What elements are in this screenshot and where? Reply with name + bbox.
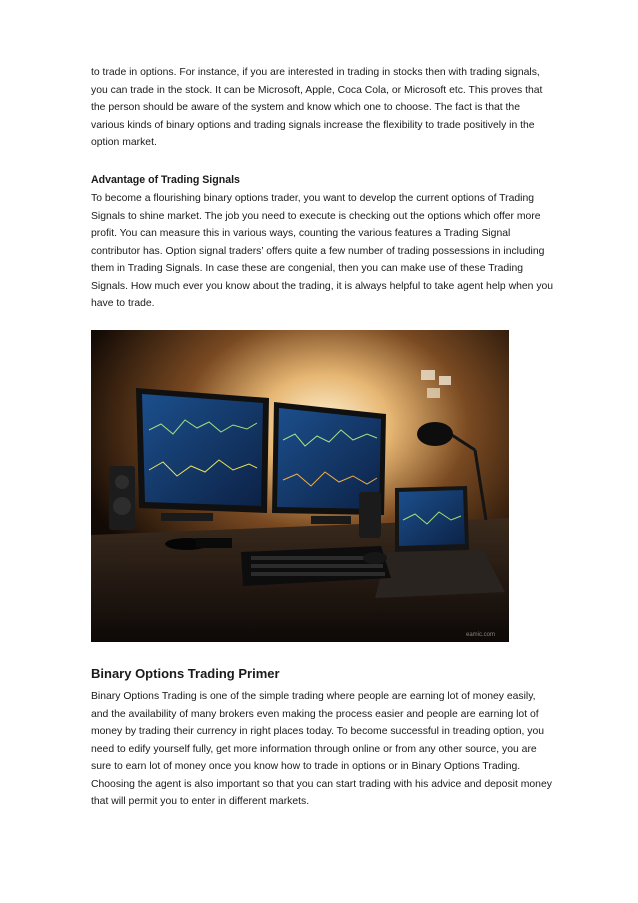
text-line: To become a flourishing binary options trader, you want to develop the current options of Trading	[91, 193, 535, 204]
text-line: contributor has. Option signal traders’ offers quite a few number of trading possessions in including	[91, 245, 545, 257]
text-line: Binary Options Trading is one of the simple trading where people are earning lot of money easily,	[91, 691, 536, 702]
monitor-left	[136, 388, 269, 521]
text-line: to trade in options. For instance, if you are interested in trading in stocks then with trading signals,	[91, 67, 540, 78]
text-line: Choosing the agent is also important so that you can start trading with his advice and deposit money	[91, 778, 552, 790]
text-line: need to edify yourself fully, get more information through online or from any other source, you are	[91, 743, 537, 755]
text-line: you can trade in the stock. It can be Microsoft, Apple, Coca Cola, or Microsoft etc. This proves that	[91, 84, 543, 96]
advantage-paragraph	[91, 190, 599, 313]
text-line: Signals to shine market. The job you need to execute is checking out the options which offer more	[91, 210, 541, 222]
text-line: have to trade.	[91, 298, 155, 309]
text-line: the person should be aware of the system and know which one to choose. The fact is that the	[91, 102, 520, 113]
text-line: and the availability of many brokers even making the process easier and people are earning lot of	[91, 708, 539, 720]
text-line: money by trading their currency in right places today. To become successful in treading option, you	[91, 726, 545, 737]
primer-paragraph	[91, 688, 599, 811]
text-line: that will permit you to enter in different markets.	[91, 796, 310, 807]
advantage-heading: Advantage of Trading Signals	[91, 174, 240, 186]
text-line: profit. You can measure this in various ways, counting the various features a Trading Signal	[91, 228, 511, 239]
text-line: option market.	[91, 137, 157, 148]
intro-paragraph	[91, 64, 599, 152]
text-line: various kinds of binary options and trading signals increase the flexibility to trade positively in the	[91, 119, 535, 131]
primer-heading: Binary Options Trading Primer	[91, 666, 280, 681]
trading-desk-photo	[91, 330, 509, 642]
photo-credit: eamic.com	[465, 632, 495, 638]
text-line: them in Trading Signals. In case these are congenial, then you can make use of these Trading	[91, 263, 524, 274]
text-line: Signals. How much ever you know about the trading, it is always helpful to take agent help when you	[91, 280, 554, 292]
text-line: sure to earn lot of money once you know how to trade in options or in Binary Options Trading.	[91, 761, 521, 772]
